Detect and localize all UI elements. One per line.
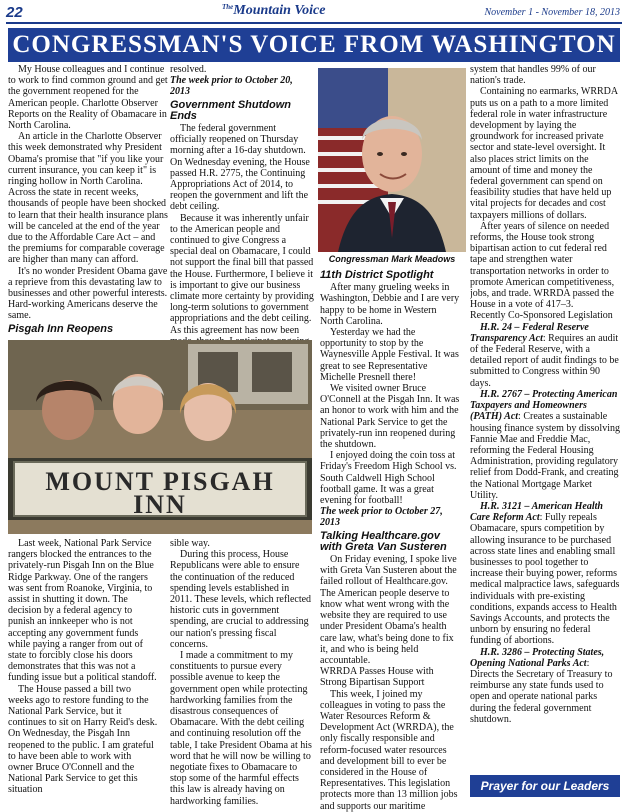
paragraph: On Friday evening, I spoke live with Greta Van Susteren about the failed rollout of Healthcare.gov. The American people deserve to know what went wrong with the website they are required to use under President Obama's health care law, what's being done to fix it, and who is being held accountable.	[320, 554, 457, 666]
bill-item	[470, 389, 620, 501]
paragraph: We visited owner Bruce O'Connell at the Pisgah Inn. It was an honor to work with him and the National Park Service to get the privately-run inn reopened during the shutdown.	[320, 383, 460, 451]
photo-caption: Congressman Mark Meadows	[328, 254, 456, 264]
paragraph: This week, I joined my colleagues in voting to pass the Water Resources Reform & Development Act (WRRDA), the only fiscally responsible and reform-focused water resources and development bill to ever be considered in the House of Representatives. This legislation protects more than 13 million jobs and supports our maritime	[320, 688, 458, 812]
paragraph: resolved.	[170, 64, 207, 75]
bill-title: H.R. 3286 – Protecting States, Opening National Parks Act	[470, 646, 605, 669]
column-5	[470, 64, 620, 725]
column-2	[170, 64, 314, 369]
bill-item	[470, 501, 620, 647]
sign-line-2: INN	[133, 490, 187, 519]
column-2-bottom	[170, 538, 312, 807]
column-1-bottom	[8, 538, 158, 796]
healthcare-heading: Talking Healthcare.gov with Greta Van Susteren	[320, 529, 447, 553]
prayer-banner: Prayer for our Leaders	[470, 775, 620, 797]
spotlight-heading: 11th District Spotlight	[320, 269, 434, 281]
week-label: The week prior to October 20, 2013	[170, 75, 293, 98]
paragraph: The House passed a bill two weeks ago to restore funding to the National Park Service, but it continues to sit on Harry Reid's desk. On Wednesday, the Pisgah Inn reopened to the public. I am grateful to have been able to work with owner Bruce O'Connell and the National Park Service to get this situation	[8, 683, 158, 796]
masthead-the: The	[222, 3, 234, 11]
sign-line-1: MOUNT PISGAH	[45, 467, 275, 496]
wrrda-subhead: WRRDA Passes House with Strong Bipartisan Support	[320, 666, 434, 689]
bill-title: H.R. 2767 – Protecting American Taxpayers and Homeowners (PATH) Act	[470, 388, 618, 423]
paragraph: The federal government officially reopened on Thursday morning after a 16-day shutdown. On Wednesday evening, the House passed H.R. 2775, the Continuing Appropriations Act of 2014, to reopen the government and lift the debt ceiling.	[170, 123, 310, 213]
bill-item	[470, 322, 620, 389]
paragraph: system that handles 99% of our nation's trade.	[470, 64, 596, 87]
week-label: The week prior to October 27, 2013	[320, 506, 443, 529]
paragraph: After years of silence on needed reforms, the House took strong bipartisan action to cut federal red tape and strengthen water transportation networks in order to promote American competitiveness, jobs, and trade. WRRDA passed the House in a vote of 417–3.	[470, 220, 615, 311]
bill-title: H.R. 3121 – American Health Care Reform Act	[470, 500, 603, 524]
paragraph: Last week, National Park Service rangers blocked the entrances to the privately-run Pisgah Inn on the Blue Ridge Parkway. One of the rangers was sent from Roanoke, Virginia, to assist in shutting it down. The decision by a federal agency to punish an innkeeper who is not accepting any government funds while paying a ranger from out of state to forcibly close his doors demonstrates that this was not a funding issue but a political standoff.	[8, 538, 157, 684]
paragraph: Containing no earmarks, WRRDA puts us on a path to a more limited federal role in water infrastructure development by laying the groundwork for increased private sector and state-level oversight. It also places strict limits on the amount of time and money the federal government can spend on feasibility studies that have held up vital projects for decades and cost taxpayers millions of dollars.	[470, 86, 618, 221]
bill-text: : Fully repeals Obamacare, spurs competition by allowing insurance to be purchased across state lines and enabling small businesses to pool together to increase their buying power, reforms medical malpractice laws, safeguards individuals with pre-existing conditions, expands access to Health Savings Accounts, and protects the unborn by ensuring no federal funding of abortions.	[470, 512, 620, 647]
paragraph: sible way.	[170, 538, 210, 549]
column-4	[320, 268, 462, 812]
bill-title: H.R. 24 – Federal Reserve Transparency Act	[470, 321, 589, 344]
shutdown-heading: Government Shutdown Ends	[170, 98, 291, 122]
bill-text: : Creates a sustainable housing finance system by dissolving Fannie Mae and Freddie Mac, reforming the Federal Housing Administration, providing regulatory relief from Dodd-Frank, and creating the National Mortgage Market Utility.	[470, 411, 620, 501]
paragraph: I enjoyed doing the coin toss at Friday's Freedom High School vs. South Caldwell High School football game. It was a great evening for football!	[320, 450, 457, 507]
congressman-photo	[318, 68, 466, 252]
masthead	[222, 3, 325, 19]
pisgah-inn-photo	[8, 340, 312, 534]
column-1	[8, 64, 168, 336]
masthead-name: Mountain Voice	[233, 3, 326, 18]
bill-text: : Requires an audit of the Federal Reserve, with a detailed report of audit findings to be submitted to Congress within 90 days.	[470, 332, 619, 389]
paragraph: After many grueling weeks in Washington, Debbie and I are very happy to be home in Western North Carolina.	[320, 282, 460, 327]
paragraph: Because it was inherently unfair to the American people and continued to give Congress a special deal on Obamacare, I could not support the final bill that passed the House. Furthermore, I believe it is important to give our business climate more certainty by providing long-term solutions to government appropriations and the debt ceiling. As this agreement has now been	[170, 212, 314, 336]
page-number: 22	[6, 4, 23, 21]
pisgah-heading: Pisgah Inn Reopens	[8, 322, 114, 335]
paragraph: During this process, House Republicans were able to ensure the continuation of the reduced spending levels established in 2011. These levels, which reflected historic cuts in government spending, are crucial to addressing our nation's pressing fiscal concerns.	[170, 549, 312, 650]
date-range: November 1 - November 18, 2013	[484, 7, 620, 18]
pisgah-image	[8, 340, 312, 534]
section-headline: CONGRESSMAN'S VOICE FROM WASHINGTON	[8, 28, 620, 62]
portrait-image	[318, 68, 466, 252]
paragraph: I made a commitment to my constituents to pursue every possible avenue to keep the government open while protecting hardworking families from the disastrous consequences of Obamacare. With the debt ceiling and continuing resolution off the table, I take President Obama at his word that he will now be willing to negotiate fixes to Obamacare to stop some of the harmful effects this law is already having on hardworking families.	[170, 650, 312, 807]
bill-text: : Directs the Secretary of Treasury to reimburse any state funds used to open and operate national parks during the federal government shutdown.	[470, 657, 613, 725]
paragraph: My House colleagues and I continue to work to find common ground and get the government reopened for the American people. Charlotte Observer Reports on the Reality of Obamacare in North Carolina.	[8, 64, 168, 132]
paragraph: An article in the Charlotte Observer this week demonstrated why President Obama's promise that "if you like your current insurance, you can keep it" is ringing hollow in North Carolina. Across the state in recent weeks, thousands of people have been shocked to learn that their health insurance plans will be canceled at the end of the year due to the Affordable Care Act – and the premiums for comparable coverage are higher than many can afford.	[8, 131, 168, 266]
paragraph: Yesterday we had the opportunity to stop by the Waynesville Apple Festival. It was great to see Representative Michelle Presnell there!	[320, 327, 459, 383]
header-rule	[6, 22, 622, 24]
bill-item	[470, 647, 620, 725]
paragraph: It's no wonder President Obama gave a reprieve from this devastating law to businesses and other powerful interests. Hard-working Americans deserve the same.	[8, 265, 168, 322]
legislation-subhead: Recently Co-Sponsored Legislation	[470, 310, 613, 322]
